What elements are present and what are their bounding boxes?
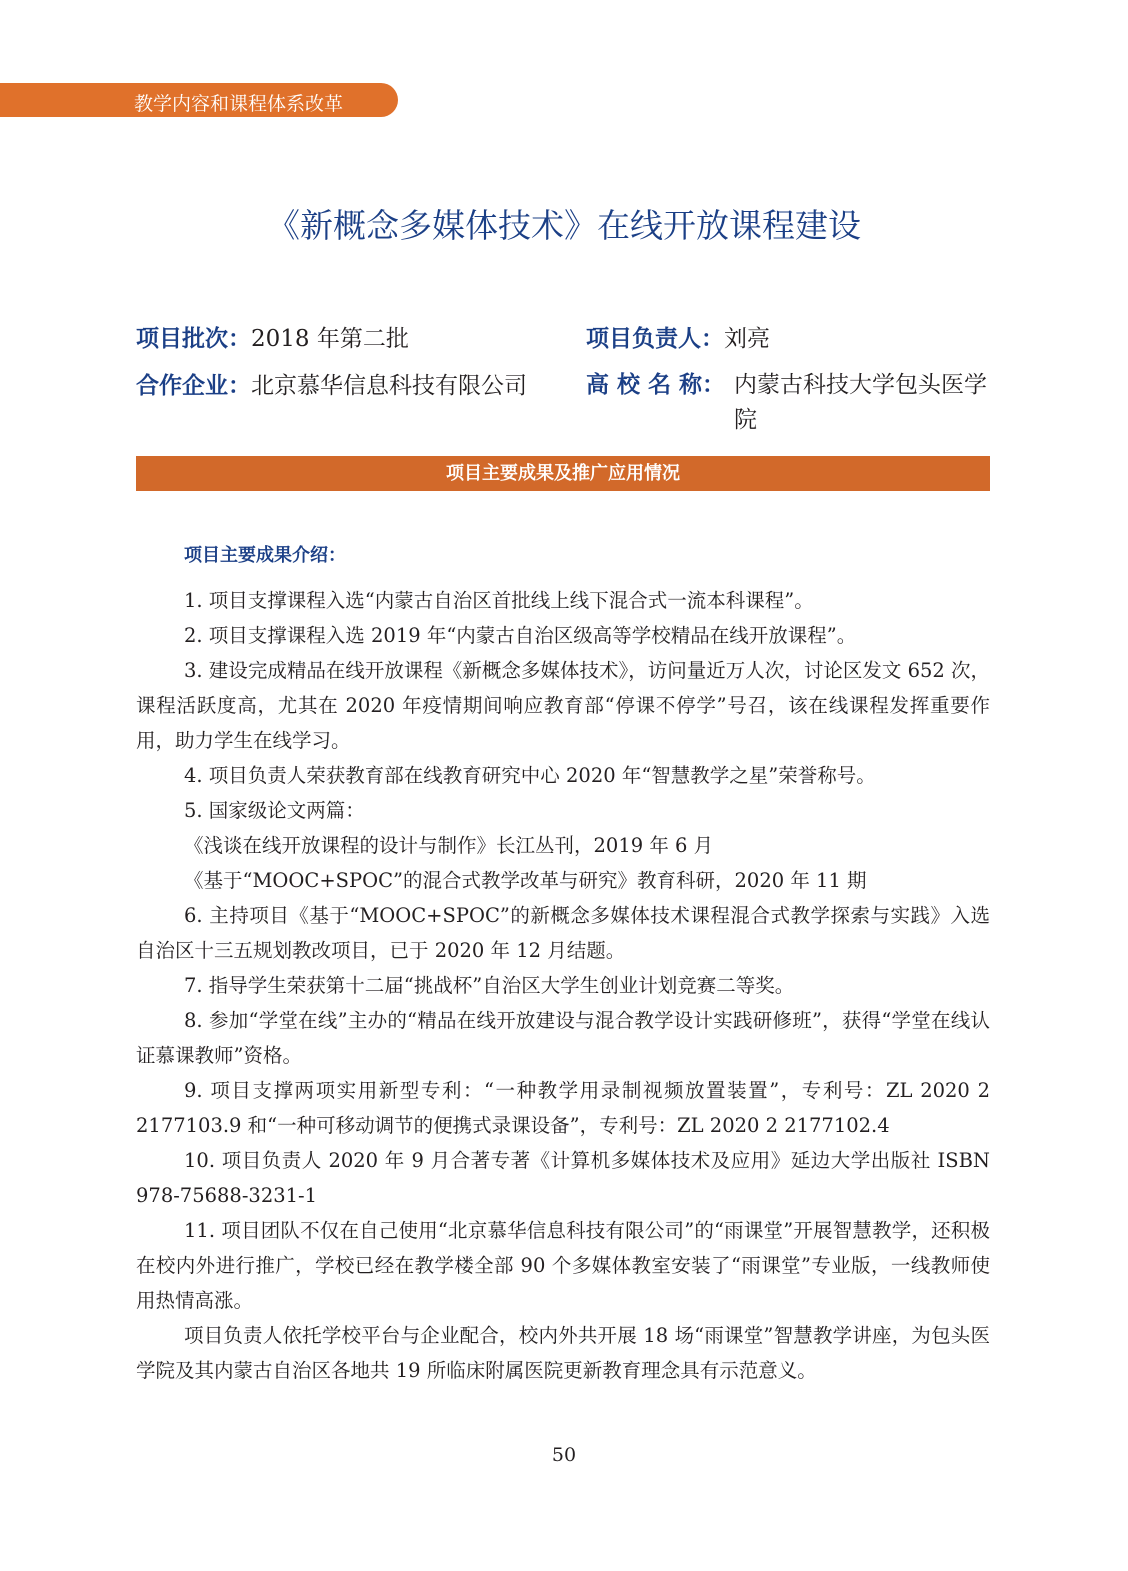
- result-paragraph: 7. 指导学生荣获第十二届“挑战杯”自治区大学生创业计划竞赛二等奖。: [184, 974, 795, 997]
- result-paragraph: 11. 项目团队不仅在自己使用“北京慕华信息科技有限公司”的“雨课堂”开展智慧教学，还积极在校内外进行推广，学校已经在教学楼全部 90 个多媒体教室安装了“雨课堂”专业版，一线教师使用热情高涨。: [136, 1219, 990, 1312]
- meta-leader-key: 项目负责人：: [586, 326, 724, 352]
- page-number: 50: [551, 1444, 577, 1466]
- meta-company: [136, 371, 527, 401]
- result-paragraph: 4. 项目负责人荣获教育部在线教育研究中心 2020 年“智慧教学之星”荣誉称号。: [184, 764, 876, 787]
- section-bar: 项目主要成果及推广应用情况: [136, 456, 990, 491]
- result-paragraph: 5. 国家级论文两篇：: [184, 799, 365, 822]
- section-header-tab: [0, 83, 398, 117]
- result-paragraph: 2. 项目支撑课程入选 2019 年“内蒙古自治区级高等学校精品在线开放课程”。: [184, 624, 857, 647]
- meta-company-key: 合作企业：: [136, 373, 251, 399]
- results-subheading: 项目主要成果介绍：: [184, 545, 346, 566]
- result-paragraph: 8. 参加“学堂在线”主办的“精品在线开放建设与混合教学设计实践研修班”，获得“学堂在线认证慕课教师”资格。: [136, 1009, 990, 1067]
- result-paragraph: 6. 主持项目《基于“MOOC+SPOC”的新概念多媒体技术课程混合式教学探索与实践》入选自治区十三五规划教改项目，已于 2020 年 12 月结题。: [136, 904, 990, 962]
- meta-leader-value: 刘亮: [724, 326, 770, 352]
- result-paragraph: 1. 项目支撑课程入选“内蒙古自治区首批线上线下混合式一流本科课程”。: [184, 589, 814, 612]
- meta-batch: [136, 324, 409, 354]
- result-paragraph: 10. 项目负责人 2020 年 9 月合著专著《计算机多媒体技术及应用》延边大学出版社 ISBN 978-75688-3231-1: [136, 1149, 990, 1207]
- meta-school-value: 内蒙古科技大学包头医学院: [734, 372, 987, 433]
- result-paragraph: 9. 项目支撑两项实用新型专利：“一种教学用录制视频放置装置”，专利号：ZL 2020 2 2177103.9 和“一种可移动调节的便携式录课设备”，专利号：ZL 2020 2 2177102.4: [136, 1079, 990, 1137]
- section-header-label: 教学内容和课程体系改革: [134, 93, 344, 115]
- result-paragraph: 《浅谈在线开放课程的设计与制作》长江丛刊，2019 年 6 月: [184, 834, 714, 857]
- page-title: 《新概念多媒体技术》在线开放课程建设: [267, 206, 861, 245]
- result-paragraph: 《基于“MOOC+SPOC”的混合式教学改革与研究》教育科研，2020 年 11 期: [184, 869, 867, 892]
- meta-leader: [586, 324, 770, 354]
- meta-school-key: 高 校 名 称：: [586, 372, 726, 398]
- meta-batch-value: 2018 年第二批: [251, 326, 409, 352]
- meta-company-value: 北京慕华信息科技有限公司: [251, 373, 527, 399]
- result-paragraph: 项目负责人依托学校平台与企业配合，校内外共开展 18 场“雨课堂”智慧教学讲座，为包头医学院及其内蒙古自治区各地共 19 所临床附属医院更新教育理念具有示范意义。: [136, 1324, 990, 1382]
- meta-school: [586, 368, 996, 438]
- meta-batch-key: 项目批次：: [136, 326, 251, 352]
- results-body: [136, 583, 990, 1388]
- result-paragraph: 3. 建设完成精品在线开放课程《新概念多媒体技术》，访问量近万人次，讨论区发文 652 次，课程活跃度高，尤其在 2020 年疫情期间响应教育部“停课不停学”号召，该在线课程发挥重要作用，助力学生在线学习。: [136, 659, 990, 752]
